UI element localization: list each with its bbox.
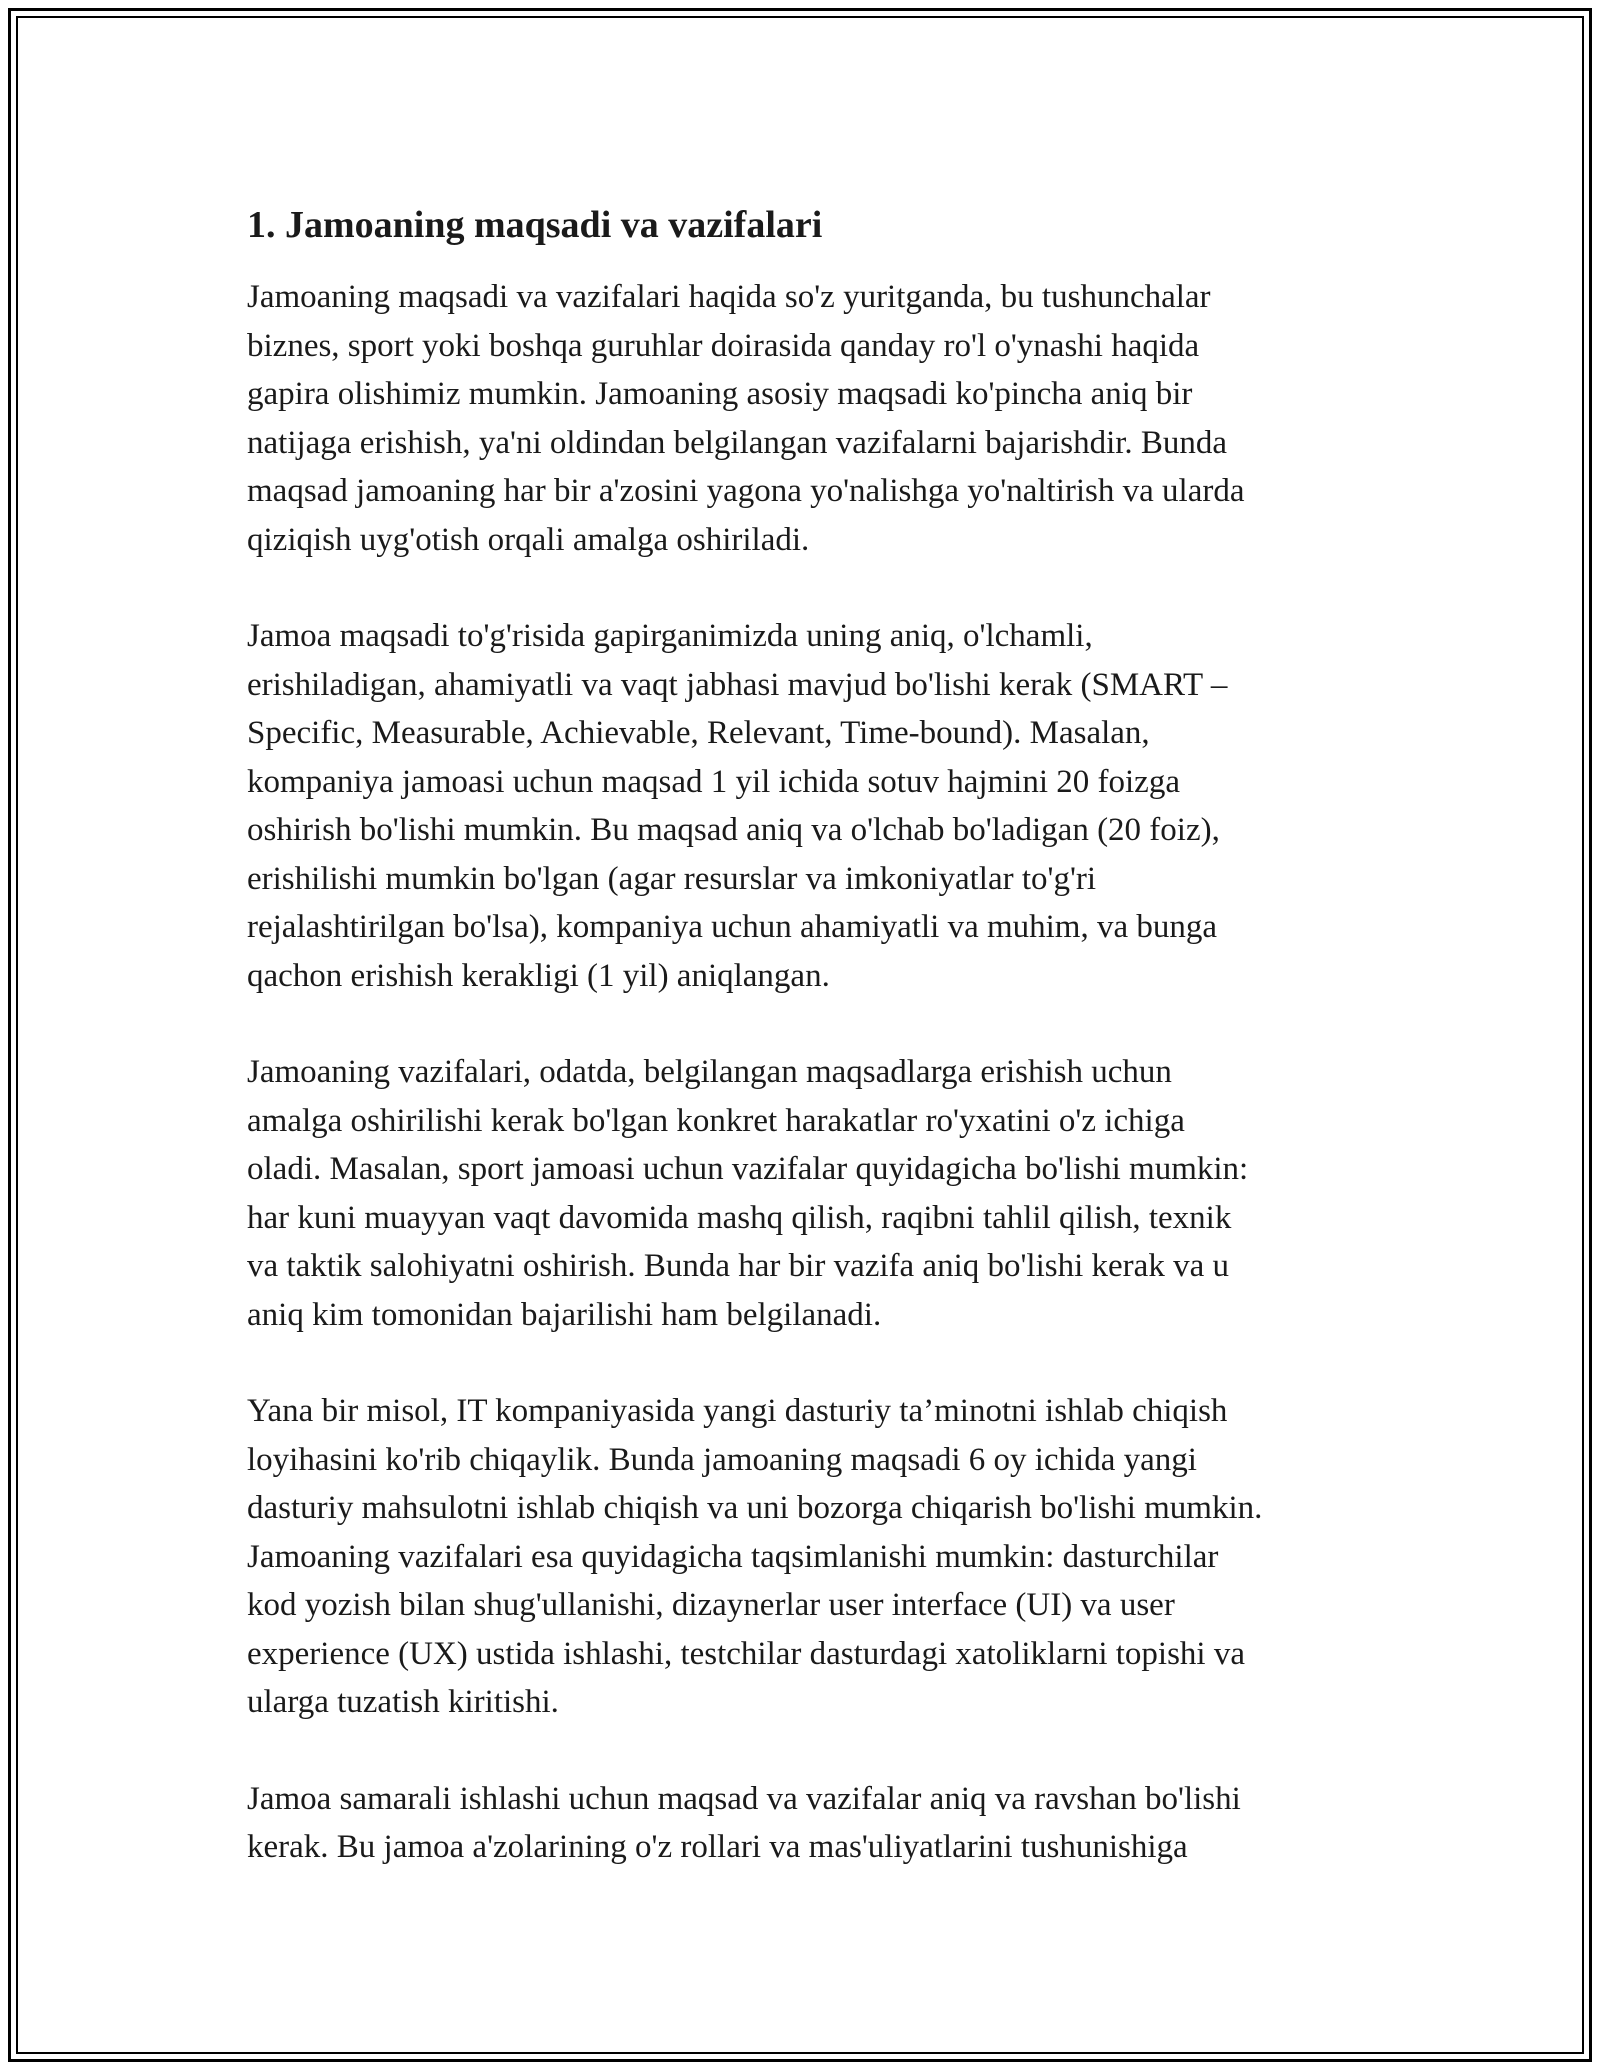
paragraph-line: natijaga erishish, ya'ni oldindan belgilangan vazifalarni bajarishdir. Bunda bbox=[247, 424, 1228, 461]
paragraph-line: kerak. Bu jamoa a'zolarining o'z rollari va mas'uliyatlarini tushunishiga bbox=[247, 1829, 1188, 1865]
paragraph bbox=[247, 1387, 1387, 1727]
document-body bbox=[247, 197, 1387, 1920]
paragraph-line: erishilishi mumkin bo'lgan (agar resurslar va imkoniyatlar to'g'ri bbox=[247, 860, 1097, 897]
section-heading: 1. Jamoaning maqsadi va vazifalari bbox=[247, 204, 823, 246]
paragraph bbox=[247, 612, 1387, 1000]
paragraph-line: kompaniya jamoasi uchun maqsad 1 yil ichida sotuv hajmini 20 foizga bbox=[247, 763, 1180, 800]
paragraph-line: erishiladigan, ahamiyatli va vaqt jabhasi mavjud bo'lishi kerak (SMART – bbox=[247, 666, 1228, 703]
paragraph-line: kod yozish bilan shug'ullanishi, dizaynerlar user interface (UI) va user bbox=[247, 1587, 1175, 1623]
paragraph-line: experience (UX) ustida ishlashi, testchilar dasturdagi xatoliklarni topishi va bbox=[247, 1635, 1245, 1672]
paragraph-line: Jamoa maqsadi to'g'risida gapirganimizda uning aniq, o'lchamli, bbox=[247, 618, 1093, 654]
paragraph-line: Jamoaning vazifalari esa quyidagicha taqsimlanishi mumkin: dasturchilar bbox=[247, 1538, 1219, 1575]
paragraph-line: har kuni muayyan vaqt davomida mashq qilish, raqibni tahlil qilish, texnik bbox=[247, 1199, 1232, 1236]
paragraph-line: oshirish bo'lishi mumkin. Bu maqsad aniq va o'lchab bo'ladigan (20 foiz), bbox=[247, 812, 1220, 848]
paragraph-line: ularga tuzatish kiritishi. bbox=[247, 1684, 559, 1720]
paragraph-line: qachon erishish kerakligi (1 yil) aniqlangan. bbox=[247, 957, 830, 994]
paragraph-container bbox=[247, 273, 1387, 1872]
paragraph-line: aniq kim tomonidan bajarilishi ham belgilanadi. bbox=[247, 1296, 882, 1333]
paragraph-line: loyihasini ko'rib chiqaylik. Bunda jamoaning maqsadi 6 oy ichida yangi bbox=[247, 1441, 1197, 1478]
paragraph-line: oladi. Masalan, sport jamoasi uchun vazifalar quyidagicha bo'lishi mumkin: bbox=[247, 1151, 1249, 1187]
paragraph-line: amalga oshirilishi kerak bo'lgan konkret harakatlar ro'yxatini o'z ichiga bbox=[247, 1102, 1185, 1139]
paragraph-line: Jamoaning vazifalari, odatda, belgilangan maqsadlarga erishish uchun bbox=[247, 1054, 1172, 1090]
paragraph-line: rejalashtirilgan bo'lsa), kompaniya uchun ahamiyatli va muhim, va bunga bbox=[247, 909, 1218, 945]
paragraph bbox=[247, 1048, 1387, 1339]
paragraph bbox=[247, 273, 1387, 564]
paragraph-line: Specific, Measurable, Achievable, Relevant, Time-bound). Masalan, bbox=[247, 715, 1150, 751]
paragraph bbox=[247, 1775, 1387, 1872]
paragraph-line: maqsad jamoaning har bir a'zosini yagona yo'nalishga yo'naltirish va ularda bbox=[247, 473, 1245, 509]
paragraph-line: gapira olishimiz mumkin. Jamoaning asosiy maqsadi ko'pincha aniq bir bbox=[247, 376, 1193, 412]
paragraph-line: qiziqish uyg'otish orqali amalga oshiriladi. bbox=[247, 521, 810, 558]
paragraph-line: dasturiy mahsulotni ishlab chiqish va uni bozorga chiqarish bo'lishi mumkin. bbox=[247, 1490, 1263, 1526]
paragraph-line: va taktik salohiyatni oshirish. Bunda har bir vazifa aniq bo'lishi kerak va u bbox=[247, 1248, 1229, 1284]
paragraph-line: Jamoaning maqsadi va vazifalari haqida so'z yuritganda, bu tushunchalar bbox=[247, 279, 1211, 315]
paragraph-line: Yana bir misol, IT kompaniyasida yangi dasturiy ta’minotni ishlab chiqish bbox=[247, 1393, 1228, 1429]
page-border bbox=[8, 8, 1592, 2062]
paragraph-line: Jamoa samarali ishlashi uchun maqsad va vazifalar aniq va ravshan bo'lishi bbox=[247, 1780, 1241, 1817]
paragraph-line: biznes, sport yoki boshqa guruhlar doirasida qanday ro'l o'ynashi haqida bbox=[247, 327, 1200, 364]
